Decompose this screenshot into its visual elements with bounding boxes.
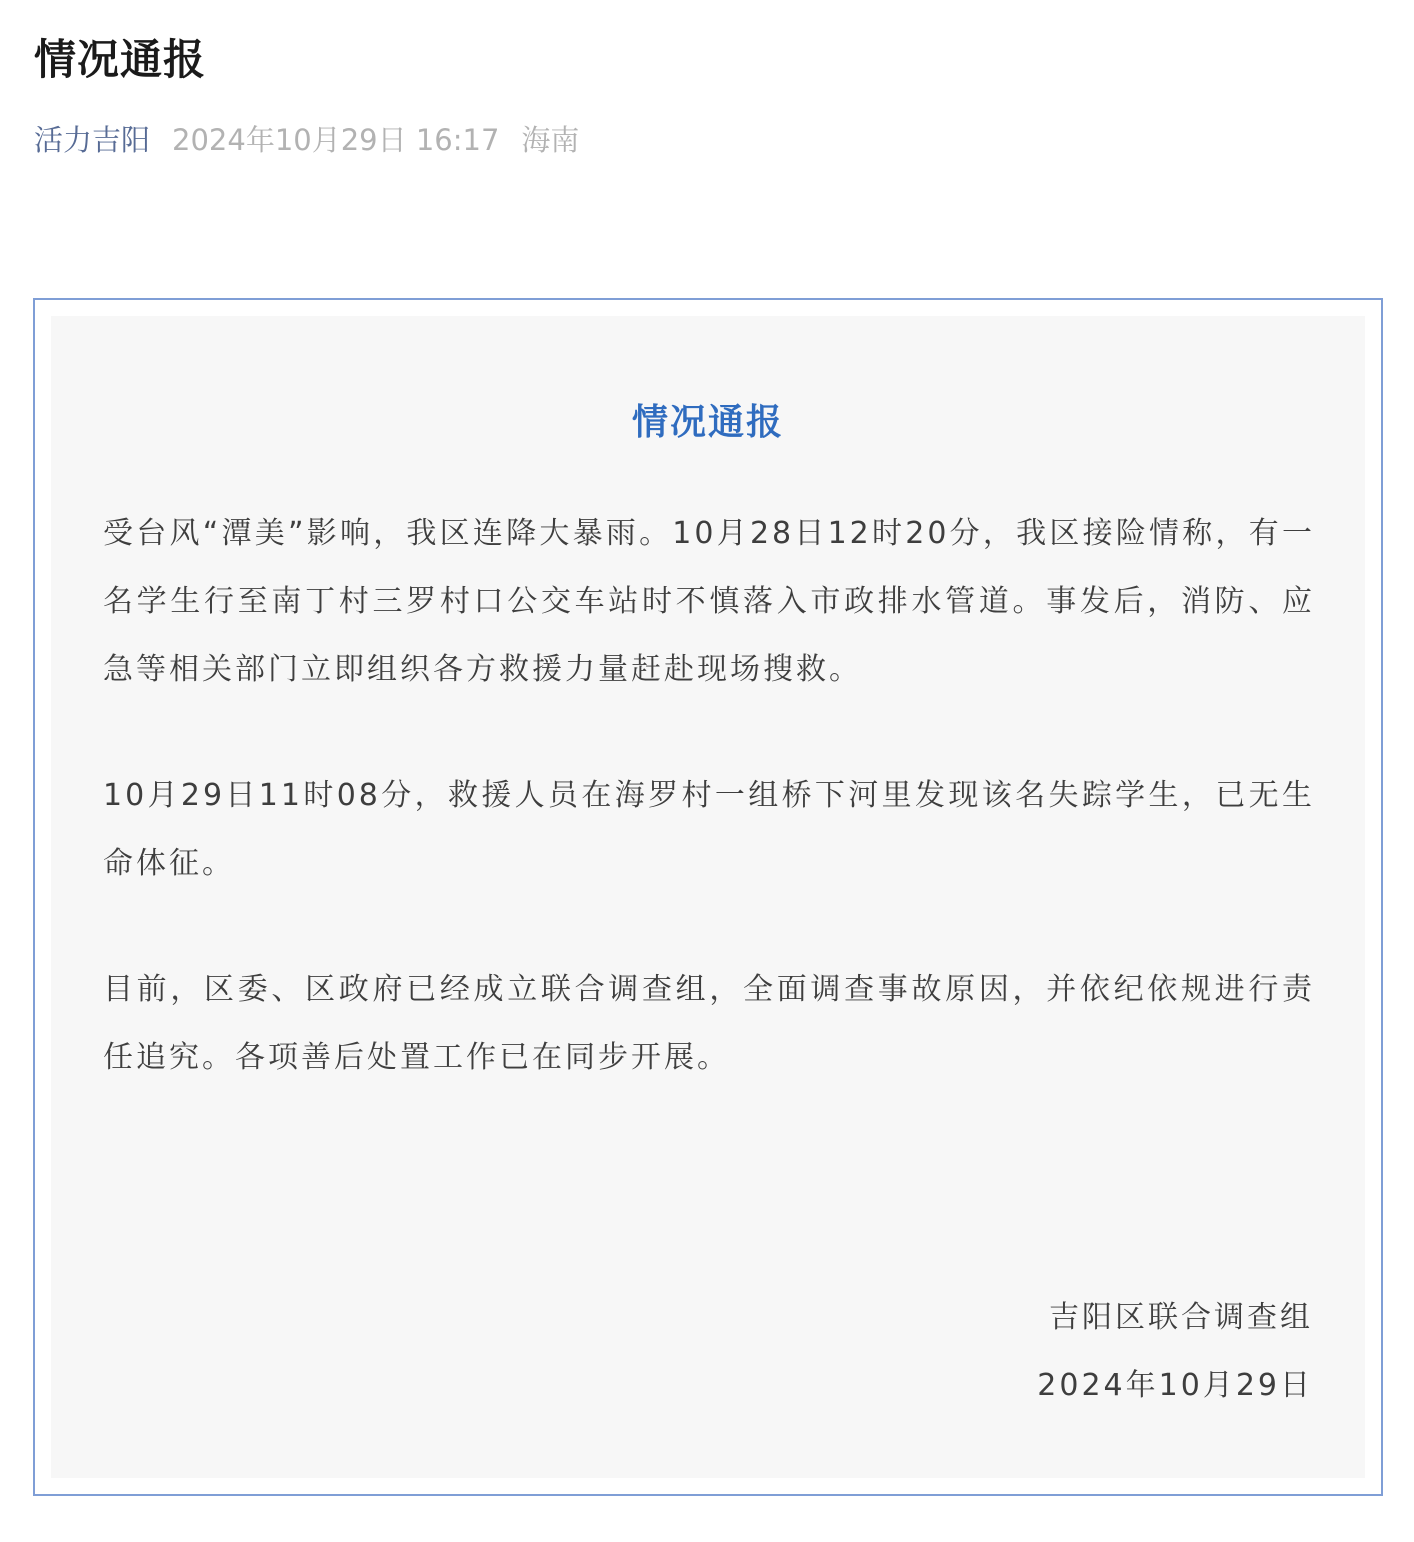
notice-paragraph: 目前，区委、区政府已经成立联合调查组，全面调查事故原因，并依纪依规进行责任追究。各项善后处置工作已在同步开展。: [103, 972, 1315, 1075]
article-title: 情况通报: [34, 35, 207, 84]
account-name-link[interactable]: 活力吉阳: [34, 123, 151, 157]
publish-time: 2024年10月29日 16:17: [172, 123, 500, 157]
notice-paragraph: 受台风“潭美”影响，我区连降大暴雨。10月28日12时20分，我区接险情称，有一名学生行至南丁村三罗村口公交车站时不慎落入市政排水管道。事发后，消防、应急等相关部门立即组织各方救援力量赶赴现场搜救。: [103, 516, 1315, 687]
notice-signature: [1037, 1284, 1313, 1420]
article-meta: [34, 118, 579, 162]
notice-heading: 情况通报: [631, 402, 784, 443]
notice-panel: [51, 316, 1365, 1478]
publish-location: 海南: [521, 123, 580, 157]
notice-paragraph: 10月29日11时08分，救援人员在海罗村一组桥下河里发现该名失踪学生，已无生命体征。: [103, 778, 1315, 881]
signature-date: 2024年10月29日: [1037, 1368, 1313, 1403]
notice-image: [33, 298, 1383, 1496]
signature-org: 吉阳区联合调查组: [1049, 1300, 1313, 1335]
